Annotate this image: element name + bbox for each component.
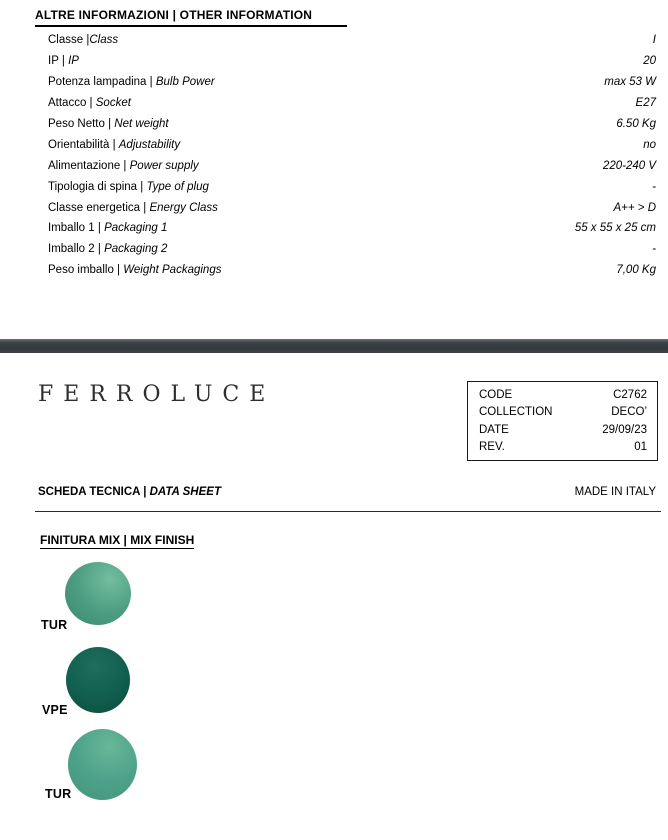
- page-divider-bar: [0, 339, 668, 353]
- spec-row-type-of-plug: [35, 176, 656, 197]
- spec-value: no: [643, 138, 656, 151]
- spec-row-power-supply: [35, 155, 656, 176]
- spec-row-adjustability: [35, 134, 656, 155]
- document-meta-box: [467, 381, 658, 461]
- label-sep: |: [109, 138, 119, 151]
- meta-value: C2762: [613, 389, 647, 401]
- label-en: Type of plug: [146, 180, 209, 193]
- finish-swatch-label-vpe: VPE: [42, 703, 68, 717]
- spec-row-net-weight: [35, 114, 656, 135]
- spec-row-energy-class: [35, 197, 656, 218]
- spec-row-socket: [35, 93, 656, 114]
- spec-value: 20: [643, 55, 656, 68]
- spec-value: I: [652, 34, 656, 47]
- label-en: Weight Packagings: [123, 264, 222, 277]
- spec-row-weight-packagings: [35, 260, 656, 281]
- sheet-title: [38, 486, 221, 498]
- sheet-title-sep: |: [140, 486, 150, 498]
- spec-row-packaging-1: [35, 218, 656, 239]
- label-it: Classe: [48, 34, 84, 47]
- label-sep: |: [94, 222, 105, 235]
- other-information-title: ALTRE INFORMAZIONI | OTHER INFORMATION: [35, 8, 313, 22]
- meta-value: DECO’: [611, 406, 647, 419]
- label-en: Socket: [95, 97, 131, 110]
- label-it: Tipologia di spina: [48, 180, 138, 193]
- meta-row-collection: [479, 405, 647, 419]
- mix-finish-title: FINITURA MIX | MIX FINISH: [40, 533, 195, 547]
- spec-value: max 53 W: [604, 76, 656, 89]
- spec-row-class: [35, 30, 656, 51]
- label-sep: |: [113, 264, 124, 277]
- spec-value: -: [652, 243, 656, 256]
- label-en: Adjustability: [118, 138, 181, 151]
- label-sep: |: [137, 180, 147, 193]
- made-in-italy-label: MADE IN ITALY: [574, 486, 656, 498]
- label-it: Imballo 1: [48, 222, 95, 235]
- other-information-table: [35, 8, 656, 281]
- label-en: IP: [68, 55, 79, 68]
- ferroluce-logo: FERROLUCE: [38, 382, 276, 407]
- finish-swatch-tur-1: [65, 562, 131, 625]
- horizontal-rule: [35, 511, 661, 512]
- spec-value: 6.50 Kg: [616, 118, 656, 130]
- sheet-title-row: [38, 486, 656, 498]
- spec-value: 7,00 Kg: [616, 264, 656, 277]
- finish-swatch-label-tur-2: TUR: [45, 787, 72, 801]
- title-underline: [35, 25, 347, 27]
- label-sep: |: [58, 55, 69, 68]
- label-en: Packaging 1: [104, 222, 168, 235]
- spec-rows: [35, 30, 656, 281]
- spec-row-packaging-2: [35, 239, 656, 260]
- label-it: Potenza lampadina: [48, 76, 147, 89]
- label-en: Net weight: [114, 118, 169, 130]
- label-sep: |: [83, 34, 90, 47]
- label-en: Power supply: [129, 159, 199, 172]
- sheet-title-en: DATA SHEET: [149, 486, 221, 498]
- spec-value: 220-240 V: [602, 159, 656, 172]
- label-en: Class: [89, 34, 119, 47]
- label-it: Peso Netto: [48, 118, 105, 130]
- label-en: Energy Class: [149, 201, 218, 214]
- label-it: Classe energetica: [48, 201, 141, 214]
- label-it: Imballo 2: [48, 243, 95, 256]
- meta-row-date: [479, 423, 647, 437]
- meta-label: COLLECTION: [479, 406, 553, 419]
- label-it: Orientabilità: [48, 138, 110, 151]
- meta-value: 29/09/23: [602, 423, 647, 436]
- spec-value: 55 x 55 x 25 cm: [574, 222, 656, 235]
- spec-value: -: [652, 180, 656, 193]
- label-it: Attacco: [48, 97, 87, 110]
- meta-label: CODE: [479, 389, 513, 401]
- spec-value: A++ > D: [613, 201, 656, 214]
- label-sep: |: [120, 159, 130, 172]
- finish-swatch-tur-2: [68, 729, 137, 800]
- spec-row-ip: [35, 51, 656, 72]
- label-sep: |: [94, 243, 105, 256]
- label-sep: |: [86, 97, 96, 110]
- label-it: Peso imballo: [48, 264, 114, 277]
- spec-row-bulb-power: [35, 72, 656, 93]
- label-en: Packaging 2: [104, 243, 168, 256]
- label-sep: |: [140, 201, 150, 214]
- meta-row-rev: [479, 440, 647, 454]
- meta-value: 01: [634, 440, 647, 453]
- label-en: Bulb Power: [155, 76, 215, 89]
- label-sep: |: [146, 76, 156, 89]
- spec-value: E27: [635, 97, 656, 110]
- finish-swatch-vpe: [66, 647, 130, 713]
- meta-label: REV.: [479, 440, 505, 453]
- label-it: IP: [48, 55, 59, 68]
- meta-row-code: [479, 388, 647, 402]
- sheet-title-it: SCHEDA TECNICA: [38, 486, 141, 498]
- label-sep: |: [104, 118, 115, 130]
- label-it: Alimentazione: [48, 159, 121, 172]
- finish-swatch-label-tur-1: TUR: [41, 618, 68, 632]
- meta-label: DATE: [479, 423, 509, 436]
